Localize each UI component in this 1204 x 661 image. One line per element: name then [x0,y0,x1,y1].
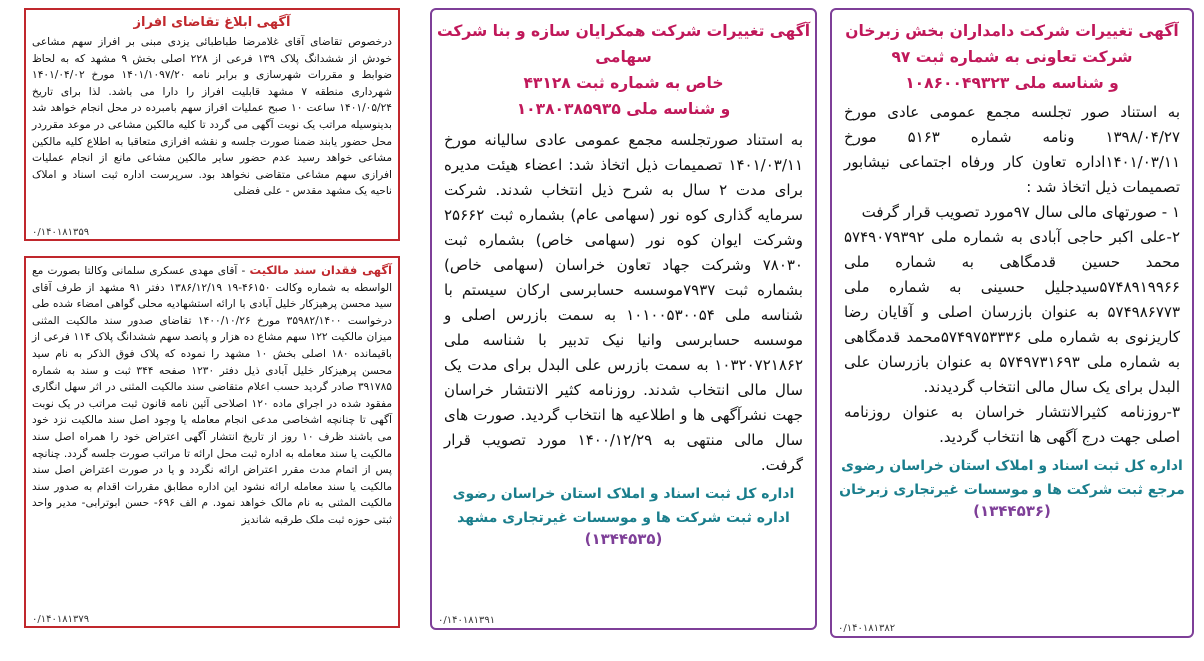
ad-construction-company [430,8,817,630]
ad-body-text: - آقای مهدی عسکری سلمانی وکالتا بصورت مع الواسطه به شماره وکالت ۴۶۱۵۰-۱۹ ۱۳۸۶/۱۲/۱۹ دفتر ۹۱ مشهد از طرف آقای سید محسن پرهیزکار خلیل آبادی با ارائه استشهادیه محلی گواهی امضاء شده طی درخواست ۳۵۹۸۲/۱۴۰۰ مورخ ۱۴۰۰/۱۰/۲۶ تقاضای صدور سند مالکیت المثنی میزان مالکیت ۱۲۲ سهم مشاع ده هزار و پانصد سهم ششدانگ پلاک ۱۱۴ فرعی از باقیمانده ۱۸۰ اصلی بخش ۱۰ مشهد را نموده که پلاک فوق الذکر به نام سید محسن پرهیزکار خلیل آبادی ذیل دفتر ۱۲۳۰ صفحه ۳۴۴ ثبت و سند به شماره ۳۹۱۷۸۵ صادر گردید حسب اعلام متقاضی سند مالکیت المثنی در اثر سهل انگاری مفقود شده در اجرای ماده ۱۲۰ اصلاحی آئین نامه قانون ثبت مراتب در یک نوبت آگهی تا چنانچه اشخاصی مدعی انجام معامله یا وجود اصل سند مالکیت نزد خود می باشند ظرف ۱۰ روز از تاریخ انتشار آگهی اعتراض خود را همراه اصل سند مالکیت یا سند معامله به اداره ثبت محل ارائه تا مراتب صورت جلسه گردد. چنانچه پس از اتمام مدت مقرر اعتراض ارائه نگردد و یا در صورت اعتراض اصل سند مالکیت یا سند معامله ارائه نشود این اداره مطابق مقررات اقدام به صدور سند مالکیت المثنی به نام مالک خواهد نمود. م الف ۶۹۶- حسن ابوترابی- مدیر واحد ثبتی حوزه ثبت ملک طرقبه شاندیز [32,265,393,526]
ad-signature-code: (۱۳۴۴۵۳۵) [584,530,663,548]
body-paragraph: به استناد صور تجلسه مجمع عمومی عادی مورخ ۱۳۹۸/۰۴/۲۷ ونامه شماره ۵۱۶۳ مورخ ۱۴۰۱/۰۳/۱۱اداره تعاون کار ورفاه اجتماعی نیشابور تصمیمات ذیل اتخاذ شد : [844,103,1180,196]
ad-code: ۰/۱۴۰۱۸۱۳۹۱ [438,615,496,626]
ad-title: آگهی فقدان سند مالکیت [249,263,392,277]
ad-lost-deed-notice [24,256,400,628]
ad-body [832,100,1192,450]
ad-body [432,128,815,478]
ad-code: ۰/۱۴۰۱۸۱۳۷۹ [32,614,90,625]
ad-signature [432,482,815,530]
signature-line: اداره کل ثبت اسناد و املاک استان خراسان رضوی [452,486,795,502]
ad-title: آگهی ابلاغ تقاضای افراز [133,15,291,30]
body-paragraph: ۱ - صورتهای مالی سال ۹۷مورد تصویب قرار گرفت [861,203,1180,221]
ad-title [432,10,815,122]
title-line: خاص به شماره ثبت ۴۳۱۲۸ [523,74,724,92]
ad-partition-notice [24,8,400,241]
body-paragraph: به استناد صورتجلسه مجمع عمومی عادی سالیانه مورخ ۱۴۰۱/۰۳/۱۱ تصمیمات ذیل اتخاذ شد: اعضاء هیئت مدیره برای مدت ۲ سال به شرح ذیل انتخاب شدند. شرکت سرمایه گذاری کوه نور (سهامی عام) بشماره ثبت ۲۵۶۶۲ وشرکت ایوان کوه نور (سهامی خاص) بشماره ثبت ۷۸۰۳۰ وشرکت جهاد تعاون خراسان (سهامی خاص) بشماره ثبت ۷۹۳۷موسسه حسابرسی ارکان سیستم با شناسه ملی ۱۰۱۰۰۵۳۰۰۵۴ به سمت بازرس اصلی و موسسه حسابرسی وانیا نیک تدبیر با شناسه ملی ۱۰۳۲۰۷۲۱۸۶۲ به سمت بازرس علی البدل برای مدت یک سال مالی انتخاب شدند. روزنامه کثیر الانتشار خراسان جهت نشرآگهی ها و اطلاعیه ها انتخاب گردید. صورت های سال مالی منتهی به ۱۴۰۰/۱۲/۲۹ مورد تصویب قرار گرفت. [444,131,803,474]
ad-dairy-cooperative [830,8,1194,638]
title-line: آگهی تغییرات شرکت همکرایان سازه و بنا شرکت سهامی [436,22,811,66]
signature-line: اداره کل ثبت اسناد و املاک استان خراسان رضوی [841,458,1183,474]
signature-line: مرجع ثبت شرکت ها و موسسات غیرتجاری زبرخان [839,482,1185,498]
body-paragraph: ۳-روزنامه کثیرالانتشار خراسان به عنوان روزنامه اصلی جهت درج آگهی ها انتخاب گردید. [844,403,1180,446]
ad-code: ۰/۱۴۰۱۸۱۳۵۹ [32,227,90,238]
title-line: آگهی تغییرات شرکت دامداران بخش زبرخان [845,22,1179,40]
ad-body: درخصوص تقاضای آقای غلامرضا طباطبائی یزدی مبنی بر افراز سهم مشاعی خودش از ششدانگ پلاک ۱۳۹ فرعی از ۲۲۸ اصلی بخش ۹ مشهد که به لحاظ ضوابط و مقررات شهرسازی و برابر نامه ۱۴۰۱/۱۰۹۷/۲۰ مورخ ۱۴۰۱/۰۴/۰۲ شهرداری منطقه ۷ مشهد قابلیت افراز را دارا می باشد. لذا برای تاریخ ۱۴۰۱/۰۵/۲۴ ساعت ۱۰ صبح عملیات افراز سهم بامبرده در محل انجام خواهد شد بدینوسیله مراتب یک نوبت آگهی می گردد تا کلیه مالکین مشاعی در موعد مقرردر محل حضور یابند ضمنا صورت جلسه و نقشه افرازی متعاقبا به اطلاع کلیه مالکین مشاعی خواهد رسید عدم حضور سایر مالکین مشاعی مانع از انجام عملیات افرازی سهم مشاعی متقاضی نخواهد بود. سرپرست اداره ثبت اسناد و املاک ناحیه یک مشهد مقدس - علی فضلی [32,36,393,198]
ad-signature [832,454,1192,502]
signature-line: اداره ثبت شرکت ها و موسسات غیرتجاری مشهد [457,510,790,526]
title-line: شرکت تعاونی به شماره ثبت ۹۷ [891,48,1133,66]
ad-body [26,258,398,529]
title-line: و شناسه ملی ۱۰۳۸۰۳۸۵۹۳۵ [516,100,731,118]
ad-title [832,10,1192,96]
title-line: و شناسه ملی ۱۰۸۶۰۰۴۹۳۲۳ [905,74,1119,92]
body-paragraph: ۲-علی اکبر حاجی آبادی به شماره ملی ۵۷۴۹۰۷۹۳۹۲ محمد حسین قدمگاهی به شماره ملی ۵۷۴۸۹۱۹۹۶۶سیدجلیل حسینی به شماره ملی ۵۷۴۹۸۶۷۷۳ به عنوان بازرسان اصلی و آقایان رضا کاریزنوی به شماره ملی ۵۷۴۹۷۵۳۳۳۶محمد قدمگاهی به شماره ملی ۵۷۴۹۷۳۱۶۹۳ به عنوان بازرسان علی البدل برای یک سال مالی انتخاب گردیدند. [844,228,1180,396]
ad-signature-code: (۱۳۴۴۵۳۶) [973,502,1051,520]
ad-code: ۰/۱۴۰۱۸۱۳۸۲ [838,623,896,634]
